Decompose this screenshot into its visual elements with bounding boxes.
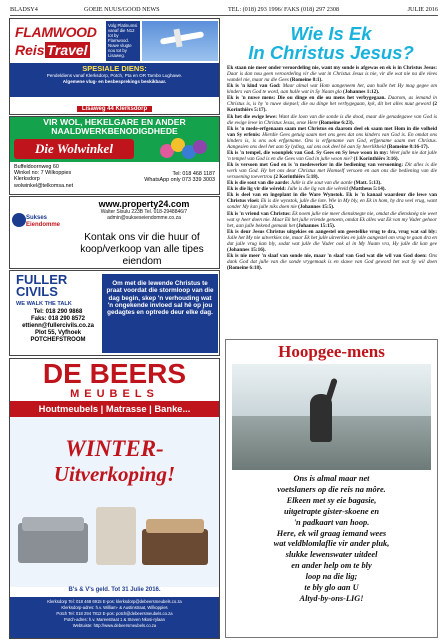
hoopgee-title: Hoopgee-mens bbox=[278, 342, 385, 361]
sukses-message: Kontak ons vir die huur of koop/verkoop van alle tipes eiendom bbox=[80, 232, 204, 267]
sale-heading: Uitverkoping! bbox=[53, 462, 176, 486]
sukses-name: Sukses bbox=[26, 215, 48, 221]
special-title: SPESIALE DIENS: bbox=[82, 64, 147, 73]
scripture-quote: Julle is die sout van die aarde bbox=[290, 180, 353, 187]
scripture-quote: Ek is die wynstok, julle die lote. Wie in My bly, en Ek in hom, hy dra veel vrug, want sonder My kan julle niks doen nie bbox=[227, 198, 437, 211]
footer-line: Webtuiste: http://www.debeersmeubels.co.za bbox=[72, 623, 157, 628]
fuller-name: FULLER bbox=[16, 272, 68, 287]
flamwood-reis: Reis bbox=[15, 42, 45, 58]
scripture-quote: Ons dank God dat julle van die sonde vrygemaak is en slawe van God geword het wat Sy wil doen bbox=[227, 252, 437, 265]
house-icon bbox=[12, 213, 26, 227]
flamwood-travel: Travel bbox=[46, 42, 88, 58]
paragraph-lead: Ek is 'n tempel, die woonplek van God. Sy Gees en Sy lewe woon in my: bbox=[227, 149, 390, 156]
whatsapp-number: WhatsApp only 073 339 3003 bbox=[144, 177, 215, 184]
paragraph-lead: Ek is 'n kind van God: bbox=[227, 83, 283, 90]
scripture-reference: (Johannes 15:16). bbox=[227, 246, 266, 253]
article-paragraph bbox=[227, 95, 437, 113]
sukses-eiendomme-ad bbox=[9, 196, 220, 269]
paragraph-lead: Ek is 'n mede-erfgenaam saam met Christus en daarom deel ek saam met Hom in die volheid van Sy erfenis: bbox=[227, 125, 437, 138]
footer-line: Potch-adres: h.v. Mareestraat 1 & Steven Nkosi-rylaan bbox=[64, 617, 165, 622]
scripture-reference: (Romeine 8:1). bbox=[288, 77, 323, 84]
poem-line: Here, ek wil graag iemand wees bbox=[276, 528, 387, 538]
scripture-quote: Ek noem julle nie meer diensknegte nie, omdat die diensknég nie weet wat sy heer doen nie. Maar Ek het julle vriende genoem, omdat Ek alles wat Ek van my Vader gehoor het, aan julle bekend gemaak het bbox=[227, 210, 437, 229]
contact-line: ettienn@fullercivils.co.za bbox=[22, 323, 94, 329]
website-link: www.property24.com bbox=[98, 199, 190, 209]
sukses-email: admin@sukseseiendomme.co.za bbox=[107, 215, 181, 221]
special-line: Algemene vlug- en besbesprekings beskikbaar. bbox=[62, 78, 167, 84]
scripture-reference: (Matt. 5:13). bbox=[352, 180, 382, 187]
sale-validity: B's & V's geld. Tot 31 Julie 2016. bbox=[68, 587, 161, 593]
paragraph-lead: Ek is deur Jesus Christus uitgekies en aangestel om geestelike vrug te dra, vrug wat sal bly: bbox=[227, 228, 437, 235]
article-paragraph bbox=[227, 229, 437, 253]
hoopgee-poem bbox=[226, 474, 437, 605]
article-paragraph bbox=[227, 192, 437, 210]
scripture-reference: (Romeine 6:18). bbox=[227, 265, 263, 272]
contact-line: POTCHEFSTROOM bbox=[30, 337, 86, 343]
furniture-image bbox=[14, 489, 215, 585]
fuller-civils-ad bbox=[9, 270, 220, 356]
de-beers-footer bbox=[10, 597, 219, 638]
paragraph-lead: Ek is die lig vir die wêreld: bbox=[227, 186, 288, 193]
contact-line: Tel: 018 290 9868 bbox=[33, 309, 83, 315]
fuller-tagline: WE WALK THE TALK bbox=[16, 301, 72, 307]
article-title bbox=[224, 24, 438, 62]
paragraph-lead: Ek is deel van en ingeplant in die Ware Wynstok. Ek is 'n kanaal waardeur die lewe van Christus vloei: bbox=[227, 192, 437, 205]
poem-line: Elkeen met sy eie bagasie, bbox=[286, 495, 377, 505]
de-beers-subtitle: MEUBELS bbox=[70, 388, 159, 400]
sukses-web bbox=[70, 199, 218, 221]
flamwood-promo: Volg Platinumsi vanaf die N12 tot by Flamwood. Nuwe vlugte nou tot by Lisaweg. bbox=[106, 21, 140, 61]
scripture-quote: Julle het My nie uitverkies nie, maar Ek het julle uitverkies en julle aangestel om vrug te gaan dra en dat julle vrug kan bly, sodat wat julle die Vader ook al in My Naam vra, Hy julle dit kan gee bbox=[227, 234, 437, 247]
fuller-contact bbox=[16, 309, 100, 344]
paper-name: GOEIE NUUS/GOOD NEWS bbox=[84, 6, 160, 13]
poem-line: loop na die lig; bbox=[305, 572, 358, 582]
article-paragraph bbox=[227, 126, 437, 150]
title-line-2: In Christus Jesus? bbox=[248, 42, 414, 63]
de-beers-title: DE BEERS bbox=[42, 358, 187, 389]
poem-line: Altyd-by-ons-LIG! bbox=[299, 593, 364, 603]
scripture-quote: Daarom, as iemand in Christus is, is hy 'n nuwe skepsel; die ou dinge het verbygegaan, kyk, dit het alles nuut geword bbox=[227, 95, 437, 108]
scripture-quote: Maar almal wat Hom aangeneem het, aan hulle het Hy mag gegee om kinders van God te word, aan hulle wat in Sy Naam glo bbox=[227, 83, 438, 96]
page-number: BLADSY4 bbox=[10, 6, 38, 13]
scripture-reference: (Romeine 6:23). bbox=[317, 119, 354, 126]
paragraph-lead: Ek is nie meer 'n slaaf van sonde nie, maar 'n slaaf van God wat die wil van God doen: bbox=[227, 252, 429, 259]
poem-line: uitgetrapte gister-skoene en bbox=[283, 506, 380, 516]
scripture-reference: (Johannes 15:5). bbox=[296, 204, 335, 211]
poem-line: voetslaners op die reis na môre. bbox=[277, 484, 386, 494]
flamwood-name: FLAMWOOD bbox=[15, 24, 97, 40]
sukses-logo bbox=[12, 213, 61, 235]
fuller-logo bbox=[16, 274, 96, 300]
footer-line: Potch Tel: 018 294 7812 E-pos: potch@debeersmeubels.co.za bbox=[56, 611, 173, 616]
flamwood-branch: Lisaweg 44 Klerksdorp bbox=[77, 106, 152, 112]
scripture-reference: (2 Korinthiërs 5:18). bbox=[272, 174, 319, 181]
poem-line: wat veldblomlaflie vir ander pluk, bbox=[273, 539, 390, 549]
phone-number: Tel: 018 468 1187 bbox=[172, 171, 215, 177]
scripture-quote: Dit alles is die werk van God. Hy het ons deur Christus met Homself versoen en aan ons die bediening van die versoening toevertrou bbox=[227, 162, 437, 181]
header-contact: TEL: (018) 293 1996/ FAKS (018) 297 2308 bbox=[228, 6, 340, 13]
hoopgee-box bbox=[225, 339, 438, 638]
civils-name: CIVILS bbox=[16, 284, 58, 299]
footer-line: Klerksdorp-adres: h.v. William- & Austinstraat, Wilkoppies bbox=[61, 605, 168, 610]
scripture-quote: Want die loon van die sonde is die dood, maar die genadegawe van God is die ewige lewe in Christus Jesus, onse Here bbox=[227, 113, 437, 126]
contact-line: Plot 55, Vyfhoek bbox=[34, 330, 82, 336]
contact-line: Faks: 018 290 8572 bbox=[30, 316, 86, 322]
paragraph-lead: Ek is 'n nuwe mens: Die ou dinge en die ou mens het verbygegaan. bbox=[227, 95, 388, 102]
hiker-image bbox=[232, 364, 431, 470]
scripture-reference: (Romeine 8:16-17). bbox=[385, 143, 429, 150]
flamwood-reis-travel bbox=[15, 42, 90, 58]
poem-line: 'n padkaart van hoop. bbox=[293, 517, 370, 527]
article-paragraph bbox=[227, 211, 437, 229]
address-line: Winkel no: 7 Wilkoppies bbox=[14, 170, 72, 177]
paragraph-lead: Ek het die ewige lewe: bbox=[227, 113, 279, 120]
scripture-quote: Weet julle nie dat julle 'n tempel van God is en die Gees van God in julle woon nie? bbox=[227, 149, 437, 162]
title-line-1: Wie Is Ek bbox=[290, 23, 372, 44]
de-beers-product-bar: Houtmeubels | Matrasse | Banke... bbox=[10, 401, 219, 417]
de-beers-meubels-ad bbox=[9, 358, 220, 639]
poem-line: slukke lewenswater uitdeel bbox=[285, 550, 378, 560]
fuller-message: Om met die lewende Christus te praat voordat die stormloop van die dag begin, skep 'n verhouding wat 'n ongekende invloed sal hê op jou gedagtes en optrede deur elke dag. bbox=[102, 274, 218, 353]
article-paragraph bbox=[227, 162, 437, 180]
issue-month: JULIE 2016 bbox=[407, 6, 438, 13]
article-paragraph bbox=[227, 114, 437, 126]
paragraph-lead: Ek staan nie meer onder veroordeling nie, want my sonde is afgewas en ek is in Christus Jesus: bbox=[227, 65, 437, 71]
yarn-balls-image bbox=[160, 138, 208, 162]
poem-line: Ons is almal maar net bbox=[293, 474, 370, 483]
address-line: Buffeldoornweg 60 bbox=[14, 164, 59, 170]
scripture-quote: Daar is dan nou geen veroordeling vir die wat in Christus Jesus is nie, vir die wat nie na die vlees wandel nie, maar na die Gees bbox=[227, 71, 437, 84]
scripture-quote: Julle is die lig van die wêreld bbox=[287, 186, 349, 193]
flamwood-special-box bbox=[10, 63, 219, 97]
article-paragraph bbox=[227, 150, 437, 162]
paragraph-lead: Ek is versoen met God en is 'n medewerker in die bediening van versoening: bbox=[227, 162, 406, 168]
sukses-phone: Walter Sisulu 223B Tel. 018-2948846/7 bbox=[100, 209, 188, 215]
flamwood-ad bbox=[9, 18, 220, 115]
scripture-reference: (Johannes 15:15). bbox=[295, 222, 336, 229]
scripture-reference: (1 Korinthiërs 3:16). bbox=[352, 155, 399, 162]
article-body bbox=[227, 65, 437, 271]
scripture-quote: Hierdie Gees getuig saam met ons gees dat ons kinders van God is. En omdat ons kinders is, is ons ook erfgename. Ons is erfgename van God, erfgename saam met Christus. Aangesien ons deel het aan Sy lyding, sal ons ook deel hê aan Sy heerlikheid bbox=[227, 131, 437, 150]
scripture-reference: (2 Korinthiërs 5:17). bbox=[227, 101, 437, 114]
address-line: Klerksdorp bbox=[14, 176, 40, 183]
paragraph-lead: Ek is die sout van die aarde: bbox=[227, 180, 291, 187]
flamwood-contact bbox=[10, 97, 219, 114]
email-address: wolwinkel@telkomsa.net bbox=[14, 182, 74, 189]
wolwinkel-ad bbox=[9, 116, 220, 195]
flamwood-logo bbox=[13, 22, 105, 62]
eiendomme-name: Eiendomme bbox=[26, 222, 61, 228]
article-paragraph bbox=[227, 83, 437, 95]
article-paragraph bbox=[227, 253, 437, 271]
airplane-image bbox=[142, 21, 218, 61]
winter-heading: WINTER- bbox=[65, 436, 164, 461]
wolwinkel-logo: Die Wolwinkel bbox=[14, 139, 134, 159]
special-line: Pendeldiens vanaf Klerksdorp, Potch, Pta en OR Tambo Lughawe. bbox=[46, 73, 183, 78]
scripture-reference: (Mattheus 5:14). bbox=[348, 186, 386, 193]
page-header bbox=[10, 6, 438, 16]
wolwinkel-headline: VIR WOL, HEKELGARE EN ANDER NAALDWERKBENODIGDHEDE bbox=[43, 117, 186, 136]
article-paragraph bbox=[227, 65, 437, 83]
poem-line: en ander help om te bly bbox=[291, 561, 372, 571]
footer-line: Klerksdorp Tel: 018 468 6915 E-pos: klerksdorp@debeersmeubels.co.za bbox=[47, 599, 182, 604]
wolwinkel-contact bbox=[10, 162, 219, 194]
scripture-reference: (Johannes 1:12). bbox=[341, 89, 380, 96]
poem-line: te bly glo aan U bbox=[304, 583, 359, 593]
paragraph-lead: Ek is 'n vriend van Christus: bbox=[227, 210, 293, 217]
